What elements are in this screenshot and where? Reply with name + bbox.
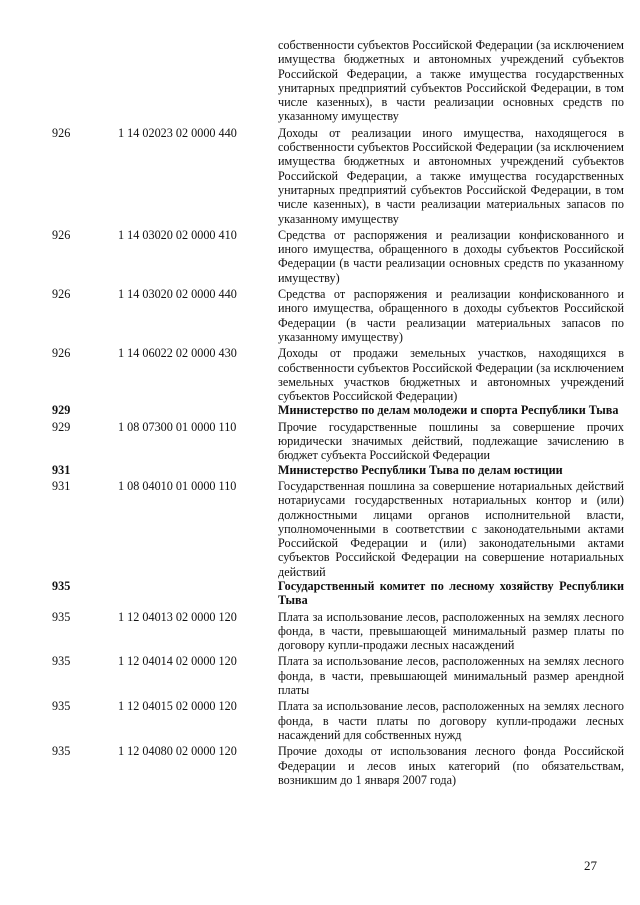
income-table [0, 38, 640, 787]
income-code: 1 14 03020 02 0000 440 [118, 287, 237, 302]
income-code: 1 14 02023 02 0000 440 [118, 125, 237, 140]
income-description: Прочие государственные пошлины за совершение прочих юридически значимых действий, подлежащие зачислению в бюджет субъекта Российской Федерации [278, 419, 624, 463]
income-description: Средства от распоряжения и реализации конфискованного и иного имущества, обращенного в доходы субъектов Российской Федерации (в части реализации основных средств по указанному имуществу) [278, 227, 624, 285]
income-code: 1 14 03020 02 0000 410 [118, 227, 237, 242]
admin-code: 935 [52, 699, 71, 714]
income-code: 1 12 04080 02 0000 120 [118, 744, 237, 759]
income-description: Прочие доходы от использования лесного фонда Российской Федерации и лесов иных категорий (по обязательствам, возникшим до 1 января 2007 года) [278, 744, 624, 787]
income-code: 1 14 06022 02 0000 430 [118, 346, 237, 361]
table-row [0, 654, 640, 697]
page-number: 27 [584, 858, 597, 873]
section-heading-row [0, 403, 640, 417]
income-description: Средства от распоряжения и реализации конфискованного и иного имущества, обращенного в доходы субъектов Российской Федерации (в части реализации материальных запасов по указанному имуществу) [278, 287, 624, 344]
admin-code: 935 [52, 654, 71, 669]
table-row [0, 479, 640, 579]
table-row [0, 38, 640, 124]
admin-code: 926 [52, 125, 71, 140]
income-code: 1 08 07300 01 0000 110 [118, 419, 237, 434]
admin-code: 926 [52, 346, 71, 361]
table-row [0, 744, 640, 787]
table-row [0, 287, 640, 344]
section-heading-row [0, 579, 640, 608]
income-description: Доходы от реализации иного имущества, находящегося в собственности субъектов Российской Федерации (за исключением имущества бюджетных и автономных учреждений субъектов Российской Федерации, а также имущества государственных унитарных предприятий субъектов Российской Федерации, в том числе казенных), в части реализации материальных запасов по указанному имуществу [278, 125, 624, 226]
admin-code: 935 [52, 744, 71, 759]
income-description: Плата за использование лесов, расположенных на землях лесного фонда, в части, превышающей минимальный размер платы по договору купли-продажи лесных насаждений [278, 609, 624, 653]
income-code: 1 12 04014 02 0000 120 [118, 654, 237, 669]
income-description: Государственная пошлина за совершение нотариальных действий нотариусами государственных нотариальных контор и (или) должностными лицами органов исполнительной власти, уполномоченными в соответствии с законодательными актами Российской Федерации и (или) законодательными актами субъектов Российской Федерации на совершение нотариальных действий [278, 478, 624, 579]
table-row [0, 699, 640, 742]
income-code: 1 12 04015 02 0000 120 [118, 699, 237, 714]
income-description: Плата за использование лесов, расположенных на землях лесного фонда, в части платы по договору купли-продажи лесных насаждений для собственных нужд [278, 699, 624, 742]
admin-code: 935 [52, 609, 71, 624]
table-row [0, 126, 640, 226]
table-row [0, 346, 640, 403]
table-row [0, 610, 640, 653]
admin-code: 931 [52, 478, 71, 493]
admin-code: 931 [52, 462, 71, 477]
income-code: 1 08 04010 01 0000 110 [118, 478, 237, 493]
admin-code: 926 [52, 287, 71, 302]
income-description: собственности субъектов Российской Федерации (за исключением имущества бюджетных и автономных учреждений субъектов Российской Федерации, а также имущества государственных унитарных предприятий субъектов Российской Федерации, в том числе казенных), в части реализации основных средств по указанному имуществу [278, 38, 624, 124]
admin-code: 935 [52, 578, 71, 593]
income-description: Доходы от продажи земельных участков, находящихся в собственности субъектов Российской Федерации (за исключением земельных участков бюджетных и автономных учреждений субъектов Российской Федерации) [278, 346, 624, 404]
section-title: Министерство Республики Тыва по делам юстиции [278, 462, 563, 477]
admin-code: 929 [52, 403, 71, 418]
table-row [0, 420, 640, 463]
section-heading-row [0, 463, 640, 477]
income-description: Плата за использование лесов, расположенных на землях лесного фонда, в части, превышающей минимальный размер арендной платы [278, 654, 624, 698]
income-code: 1 12 04013 02 0000 120 [118, 609, 237, 624]
admin-code: 926 [52, 227, 71, 242]
section-title: Государственный комитет по лесному хозяйству Республики Тыва [278, 578, 624, 608]
table-row [0, 228, 640, 285]
section-title: Министерство по делам молодежи и спорта Республики Тыва [278, 403, 619, 418]
admin-code: 929 [52, 419, 71, 434]
